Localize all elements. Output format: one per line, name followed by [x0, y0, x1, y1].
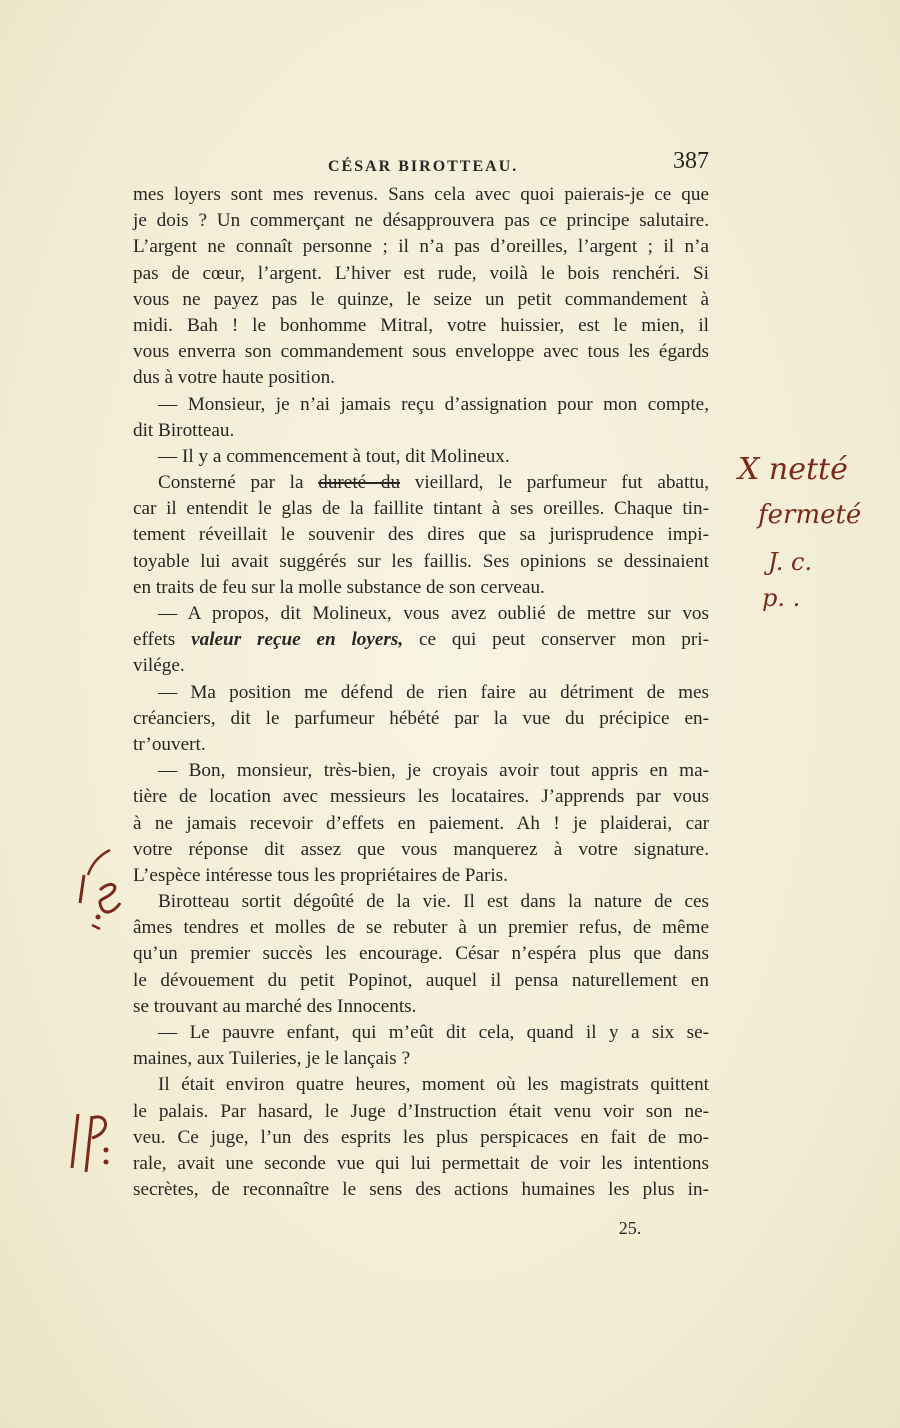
text-line: le dévouement du petit Popinot, auquel il pensa naturellement en — [133, 969, 709, 991]
text-line: — Monsieur, je n’ai jamais reçu d’assignation pour mon compte, — [158, 393, 709, 415]
page-header — [133, 148, 709, 182]
signature-mark: 25. — [618, 1218, 642, 1238]
text-line: pas de cœur, l’argent. L’hiver est rude, voilà le bois renchéri. Si — [133, 262, 709, 284]
body-text — [133, 182, 709, 1203]
text-line: L’espèce intéresse tous les propriétaires de Paris. — [133, 864, 508, 886]
text-line: tr’ouvert. — [133, 733, 206, 755]
text-line: tière de location avec messieurs les locataires. J’apprends par vous — [133, 786, 709, 808]
margin-note-right-3: J. c. — [768, 548, 813, 576]
text-line: car il entendit le glas de la faillite tintant à ses oreilles. Chaque tin- — [133, 498, 709, 520]
text-line: créanciers, dit le parfumeur hébété par la vue du précipice en- — [133, 707, 709, 729]
running-title: CÉSAR BIROTTEAU. — [328, 158, 519, 175]
text-line: secrètes, de reconnaître le sens des actions humaines les plus in- — [133, 1179, 709, 1201]
text-line: midi. Bah ! le bonhomme Mitral, votre huissier, est le mien, il — [133, 314, 709, 336]
text-line: maines, aux Tuileries, je le lançais ? — [133, 1048, 411, 1070]
margin-note-right-2: fermeté — [758, 500, 862, 530]
page-number: 387 — [673, 148, 709, 174]
text-line: — Le pauvre enfant, qui m’eût dit cela, quand il y a six se- — [158, 1022, 709, 1043]
margin-mark-left-e — [70, 845, 130, 939]
text-line: — Bon, monsieur, très-bien, je croyais avoir tout appris en ma- — [158, 760, 709, 782]
handwritten-e-mark — [70, 845, 130, 935]
text-line: je dois ? Un commerçant ne désapprouvera pas ce principe salutaire. — [133, 210, 709, 232]
text-line: L’argent ne connaît personne ; il n’a pas d’oreilles, l’argent ; il n’a — [133, 236, 709, 258]
text-line: Birotteau sortit dégoûté de la vie. Il est dans la nature de ces — [158, 891, 709, 913]
text-line: se trouvant au marché des Innocents. — [133, 995, 417, 1017]
text-line: — Ma position me défend de rien faire au détriment de mes — [158, 681, 709, 703]
text-line: mes loyers sont mes revenus. Sans cela avec quoi paierais-je ce que — [133, 184, 709, 205]
text-line-struck: Consterné par la dureté du vieillard, le parfumeur fut abattu, — [158, 472, 709, 494]
text-line: à ne jamais recevoir d’effets en paiement. Ah ! je plaiderai, car — [133, 812, 709, 834]
text-line: votre réponse dit assez que vous manquerez à votre signature. — [133, 838, 709, 860]
struck-text: dureté du — [318, 472, 401, 494]
text-line: Il était environ quatre heures, moment où les magistrats quittent — [158, 1074, 709, 1096]
margin-mark-left-p — [66, 1108, 126, 1182]
text-line: dit Birotteau. — [133, 419, 235, 441]
text-line: dus à votre haute position. — [133, 367, 335, 389]
text-line: rale, avait une seconde vue qui lui permettait de voir les intentions — [133, 1152, 709, 1174]
text-line: le palais. Par hasard, le Juge d’Instruction était venu voir son ne- — [133, 1100, 709, 1122]
text-line: veu. Ce juge, l’un des esprits les plus perspicaces en fait de mo- — [133, 1126, 709, 1148]
italic-phrase: valeur reçue en loyers, — [191, 629, 404, 651]
text-line: — Il y a commencement à tout, dit Molineux. — [158, 445, 510, 467]
text-line: vous ne payez pas le quinze, le seize un petit commandement à — [133, 288, 709, 310]
text-line: vilége. — [133, 655, 185, 677]
text-line: âmes tendres et molles de se rebuter à un premier refus, de même — [133, 917, 709, 939]
text-line: toyable lui avait suggérés sur les faillis. Ses opinions se dessinaient — [133, 550, 709, 572]
margin-note-right-1: X netté — [738, 452, 848, 487]
text-line: vous enverra son commandement sous enveloppe avec tous les égards — [133, 341, 709, 363]
text-line: tement réveillait le souvenir des dires que sa jurisprudence impi- — [133, 524, 709, 546]
text-line: qu’un premier succès les encourage. César n’espéra plus que dans — [133, 943, 709, 965]
margin-note-right-4: p. . — [762, 584, 801, 612]
text-line: en traits de feu sur la molle substance de son cerveau. — [133, 576, 545, 598]
handwritten-p-mark — [66, 1108, 126, 1178]
text-line: — A propos, dit Molineux, vous avez oublié de mettre sur vos — [158, 603, 709, 624]
text-line-italic: effets valeur reçue en loyers, ce qui peut conserver mon pri- — [133, 629, 709, 651]
